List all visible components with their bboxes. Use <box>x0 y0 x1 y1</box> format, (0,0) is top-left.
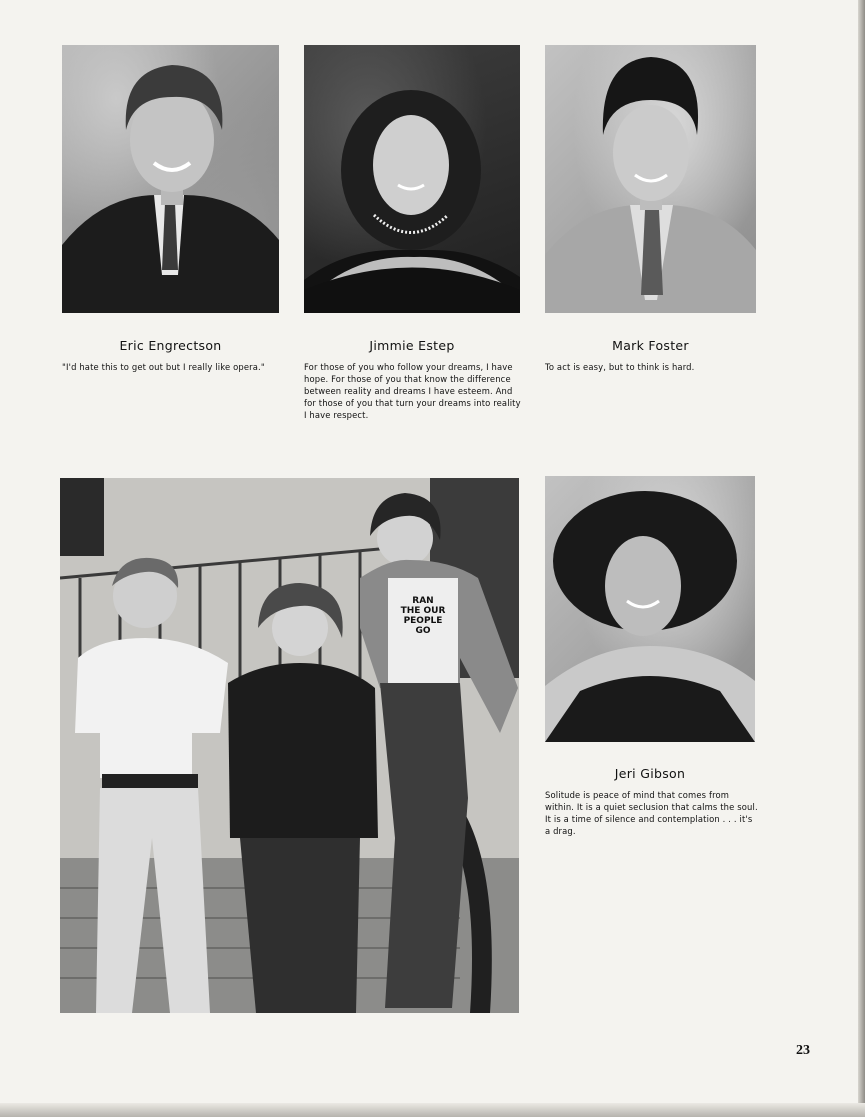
page-bottom-shadow <box>0 1103 865 1117</box>
portrait-photo-jeri-gibson <box>545 476 755 742</box>
page-number: 23 <box>796 1043 810 1058</box>
quote-text: To act is easy, but to think is hard. <box>545 362 695 372</box>
quote-text: "I'd hate this to get out but I really like opera." <box>62 362 265 372</box>
student-quote <box>545 361 759 373</box>
student-name: Mark Foster <box>612 338 689 353</box>
portrait-photo-jimmie-estep <box>304 45 520 313</box>
student-name: Jimmie Estep <box>369 338 455 353</box>
t-shirt-lettering: RAN THE OUR PEOPLE GO <box>400 596 446 636</box>
portrait-photo-eric-engrectson <box>62 45 279 313</box>
student-quote <box>545 789 759 837</box>
portrait-photo-mark-foster <box>545 45 756 313</box>
quote-text: For those of you who follow your dreams, I have hope. For those of you that know the difference between reality and dreams I have esteem. And for those of you that turn your dreams into reality I have respect. <box>304 362 521 420</box>
quote-text: Solitude is peace of mind that comes from within. It is a quiet seclusion that calms the soul. It is a time of silence and contemplation . . . it's a drag. <box>545 790 758 836</box>
student-name: Jeri Gibson <box>614 766 686 781</box>
student-quote <box>304 361 522 421</box>
student-quote <box>62 361 282 373</box>
page-edge-shadow <box>858 0 865 1117</box>
student-name: Eric Engrectson <box>119 338 222 353</box>
group-candid-photo <box>60 478 519 1013</box>
